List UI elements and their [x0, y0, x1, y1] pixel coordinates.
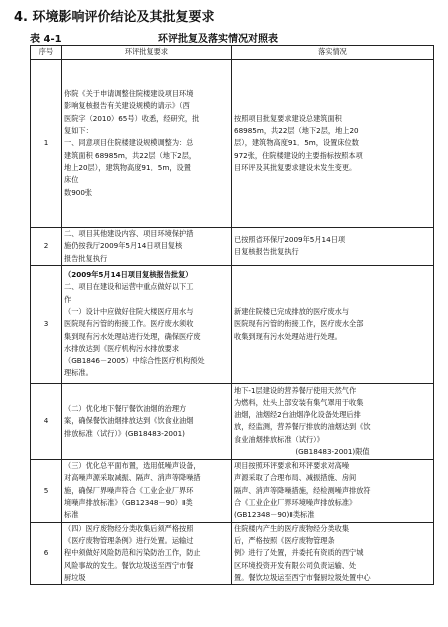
column-header-requirement: 环评批复要求 [62, 46, 232, 60]
status-cell [232, 60, 434, 228]
status-line: 置。餐饮垃圾运至西宁市餐厨垃圾处置中心 [234, 573, 371, 583]
status-cell [232, 383, 434, 459]
requirement-line: （四）医疗废物经分类收集后须严格按照 [64, 523, 194, 533]
table-row [31, 383, 434, 459]
row-number: 1 [31, 60, 62, 228]
requirement-line: （2009年5月14日项目复核报告批复） [64, 270, 193, 280]
status-line: 项目按照环评要求和环评要求对高噪 [234, 461, 350, 471]
requirement-cell [62, 383, 232, 459]
section-heading: 4. 环境影响评价结论及其批复要求 [14, 10, 215, 25]
table-row [31, 60, 434, 228]
status-line: 已按照省环保厅2009年5月14日项 [234, 235, 346, 245]
requirement-line: （三）优化总平面布置，选用低噪声设备， [64, 461, 201, 471]
status-line: (GB18483-2001)限值 [295, 446, 370, 456]
requirement-line: 地上20层），建筑物高度91．5m，设置 [64, 162, 191, 172]
requirement-line: 施，确保厂界噪声符合《工业企业厂界环 [64, 485, 194, 495]
status-line: 为燃料，灶头上部安装有集气罩用于收集 [234, 397, 364, 407]
requirement-line: （二）优化地下餐厅餐饮油烟的治理方 [64, 403, 187, 413]
requirement-line: 风险事故的发生。餐饮垃圾送至西宁市餐 [64, 560, 194, 570]
status-cell [232, 459, 434, 522]
requirement-line: 境噪声排放标准》（GB12348－90）Ⅱ类 [64, 498, 193, 508]
row-number: 3 [31, 265, 62, 383]
requirement-line: 集到现有污水处理站进行处理，确保医疗废 [64, 331, 201, 341]
row-number: 6 [31, 522, 62, 584]
table-label: 表 4-1 [30, 34, 62, 45]
requirement-line: 二、项目其他建设内容、项目环境保护措 [64, 229, 194, 238]
requirement-line: 程中须做好风险防范和污染防治工作，防止 [64, 548, 201, 558]
row-number: 5 [31, 459, 62, 522]
requirement-cell [62, 228, 232, 266]
status-cell [232, 522, 434, 584]
requirement-line: 厨垃圾 [64, 573, 86, 583]
status-line: 合《工业企业厂界环境噪声排放标准》 [234, 498, 357, 508]
table-row [31, 459, 434, 522]
requirement-line: 施仍按我厅2009年5月14日项目复核 [64, 241, 183, 251]
requirement-line: 理标准。 [64, 368, 93, 378]
table-row [31, 265, 434, 383]
comparison-table [30, 45, 434, 585]
status-line: 目复核报告批复执行 [234, 247, 299, 257]
table-row [31, 228, 434, 266]
requirement-line: 《医疗废物管理条例》进行处置。运输过 [64, 536, 194, 546]
status-line: 隔声、消声等降噪措施，经检测噪声排放符 [234, 485, 371, 495]
status-line: 按照项目批复要求建设总建筑面积 [234, 113, 342, 123]
requirement-cell [62, 60, 232, 228]
status-line: (GB12348－90)Ⅱ类标准 [234, 510, 315, 520]
status-line: 住院楼内产生的医疗废物经分类收集 [234, 523, 350, 533]
status-line: 地下-1层建设的营养餐厅使用天然气作 [234, 385, 357, 395]
requirement-line: 对高噪声源采取减振、隔声、消声等降噪措 [64, 473, 201, 483]
status-cell [232, 228, 434, 266]
requirement-line: 医院现有污管的衔接工作。医疗废水须收 [64, 319, 194, 329]
requirement-line: 作 [64, 294, 72, 304]
status-cell [232, 265, 434, 383]
column-header-no: 序号 [31, 46, 62, 60]
requirement-line: 建筑面积 68985m，共22层（地下2层， [64, 150, 197, 160]
requirement-line: 报告批复执行 [64, 253, 108, 263]
status-line: 新建住院楼已完成排放的医疗废水与 [234, 306, 350, 316]
requirement-cell [62, 522, 232, 584]
status-line: 目环评及其批复要求建设未发生变更。 [234, 162, 357, 172]
status-line: 收集到现有污水处理站进行处理。 [234, 331, 342, 341]
requirement-line: 你院《关于申请调整住院楼建设项目环境 [64, 89, 194, 99]
requirement-line: 医院字（2010）65号）收悉，经研究，批 [64, 113, 200, 123]
requirement-line: 一、同意项目住院楼建设规模调整为：总 [64, 138, 194, 148]
status-line: 区环境投资开发有限公司负责运输、处 [234, 560, 357, 570]
requirement-line: 水排放达到《医疗机构污水排放要求 [64, 343, 180, 353]
requirement-cell [62, 265, 232, 383]
requirement-line: 二、项目在建设和运营中重点做好以下工 [64, 282, 194, 292]
table-row [31, 522, 434, 584]
status-line: 68985m，共22层（地下2层，地上20 [234, 126, 359, 136]
table-header-row [31, 46, 434, 60]
requirement-cell [62, 459, 232, 522]
status-line: 油烟，油烟经2台油烟净化设备处理后排 [234, 410, 361, 420]
status-line: 放，经监测，营养餐厅排放的油烟达到《饮 [234, 422, 371, 432]
requirement-line: （GB1846－2005）中综合性医疗机构预处 [64, 356, 205, 366]
requirement-line: （一）设计中应做好住院大楼医疗用水与 [64, 306, 194, 316]
status-line: 层），建筑物高度91．5m，设置床位数 [234, 138, 359, 148]
status-line: 食业油烟排放标准（试行）》 [234, 434, 324, 444]
status-line: 后，严格按照《医疗废物管理条 [234, 536, 335, 546]
requirement-line: 案，确保餐饮油烟排放达到《饮食业油烟 [64, 416, 194, 426]
status-line: 医院现有污管的衔接工作，医疗废水全部 [234, 319, 364, 329]
requirement-line: 床位 [64, 175, 79, 185]
requirement-line: 数900张 [64, 187, 93, 197]
status-line: 972张，住院楼建设的主要指标按照本项 [234, 150, 363, 160]
status-line: 声源采取了合理布局、减振措施、房间 [234, 473, 357, 483]
requirement-line: 影响复核报告有关建设规模的请示》（西 [64, 101, 190, 111]
column-header-status: 落实情况 [232, 46, 434, 60]
requirement-line: 排放标准（试行）》(GB18483-2001) [64, 428, 185, 438]
requirement-line: 标准 [64, 510, 79, 520]
status-line: 例》进行了处置，并委托有资质的西宁城 [234, 548, 364, 558]
requirement-line: 复如下： [64, 126, 93, 136]
row-number: 4 [31, 383, 62, 459]
table-title: 环评批复及落实情况对照表 [158, 34, 278, 45]
row-number: 2 [31, 228, 62, 266]
